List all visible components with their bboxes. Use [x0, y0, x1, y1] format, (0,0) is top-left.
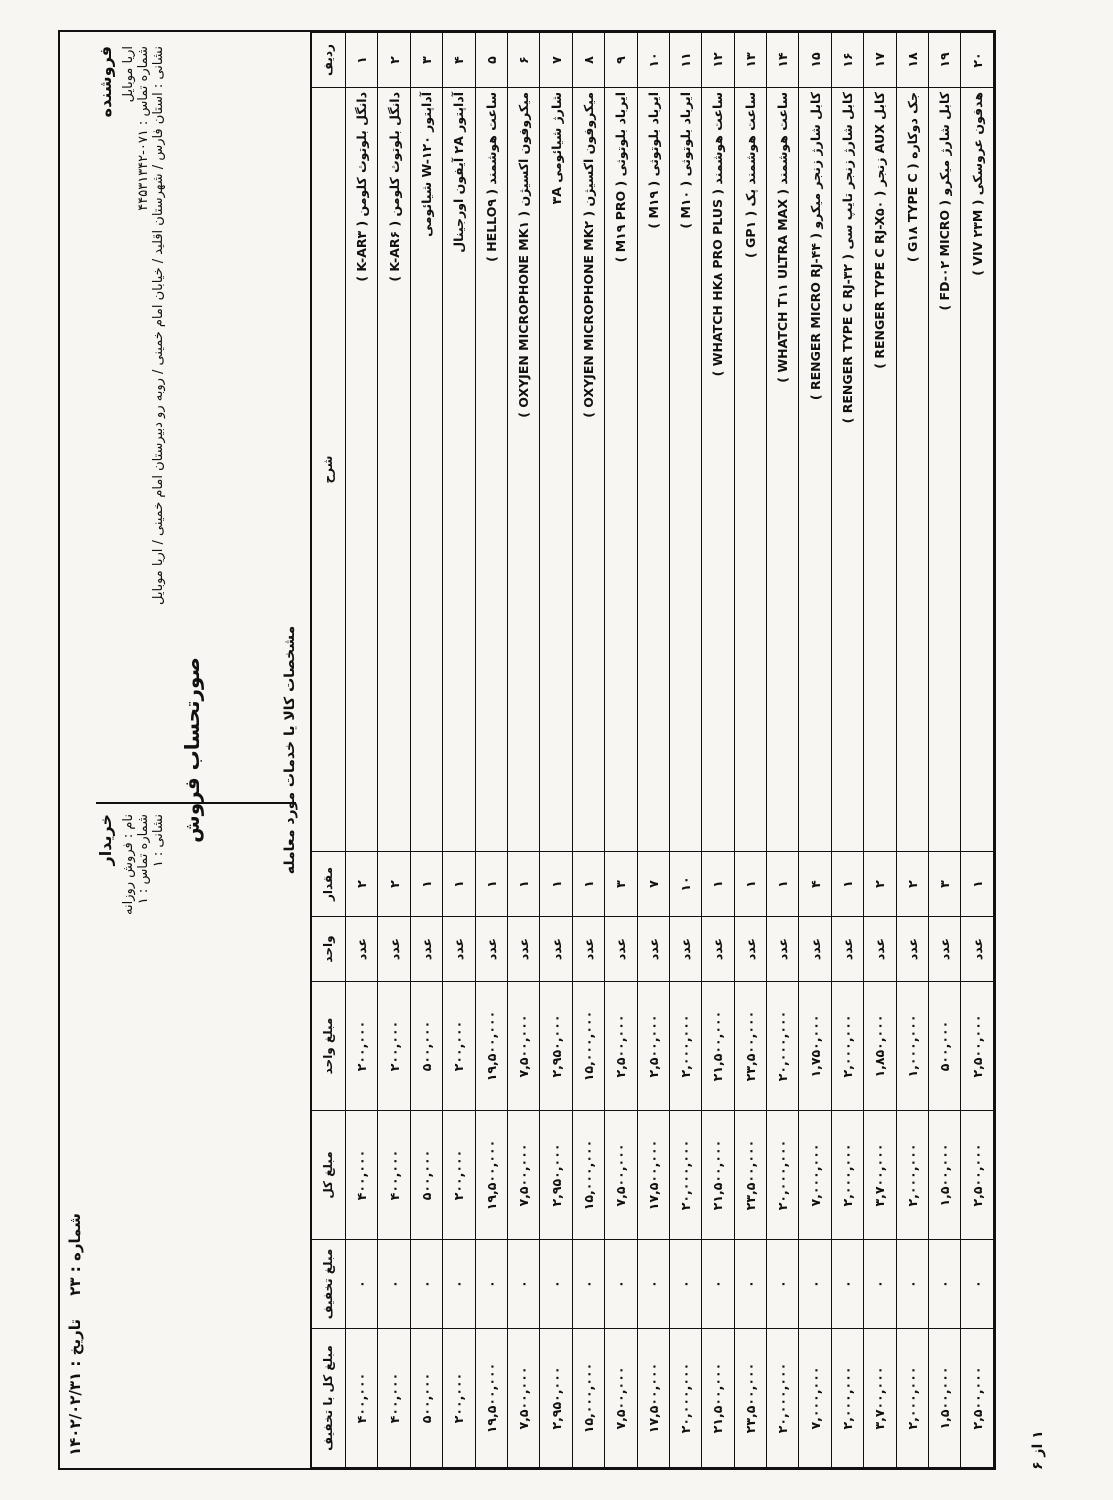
cell-unit-price: ۲۰۰,۰۰۰ — [346, 982, 378, 1111]
cell-unit: عدد — [896, 917, 928, 982]
cell-quantity: ۱ — [507, 852, 539, 917]
cell-discount: ۰ — [831, 1240, 863, 1329]
cell-description: دانگل بلوتوث کلومن ( K-AR۳ ) — [346, 88, 378, 852]
cell-total: ۲,۹۵۰,۰۰۰ — [540, 1111, 572, 1240]
cell-net-total: ۲,۵۰۰,۰۰۰ — [961, 1329, 994, 1468]
col-header-description: شرح — [311, 88, 346, 852]
cell-row-number: ۵ — [475, 33, 507, 88]
cell-description: هدفون عروسکی ( VIV ۲۳M ) — [961, 88, 994, 852]
cell-unit: عدد — [443, 917, 475, 982]
items-table — [310, 32, 994, 1468]
cell-net-total: ۱۹,۵۰۰,۰۰۰ — [475, 1329, 507, 1468]
cell-discount: ۰ — [669, 1240, 701, 1329]
cell-discount: ۰ — [475, 1240, 507, 1329]
cell-row-number: ۱۸ — [896, 33, 928, 88]
cell-total: ۲۰۰,۰۰۰ — [443, 1111, 475, 1240]
cell-unit-price: ۲,۵۰۰,۰۰۰ — [605, 982, 637, 1111]
cell-unit-price: ۱۹,۵۰۰,۰۰۰ — [475, 982, 507, 1111]
cell-unit: عدد — [929, 917, 961, 982]
cell-net-total: ۵۰۰,۰۰۰ — [410, 1329, 442, 1468]
cell-description: دانگل بلوتوث کلومن ( K-AR۶ ) — [378, 88, 410, 852]
seller-box — [96, 46, 166, 706]
table-row — [572, 33, 604, 1468]
invoice-date: تاریخ : ۱۴۰۲/۰۲/۳۱ — [66, 1319, 84, 1456]
cell-quantity: ۲ — [864, 852, 896, 917]
cell-discount: ۰ — [346, 1240, 378, 1329]
table-row — [831, 33, 863, 1468]
cell-total: ۱,۵۰۰,۰۰۰ — [929, 1111, 961, 1240]
cell-net-total: ۲۰,۰۰۰,۰۰۰ — [669, 1329, 701, 1468]
cell-unit: عدد — [637, 917, 669, 982]
table-row — [669, 33, 701, 1468]
seller-label: فروشنده — [96, 46, 115, 118]
cell-unit: عدد — [831, 917, 863, 982]
cell-quantity: ۱ — [831, 852, 863, 917]
items-table-wrap — [310, 32, 994, 1468]
cell-unit-price: ۱,۰۰۰,۰۰۰ — [896, 982, 928, 1111]
cell-unit-price: ۲,۹۵۰,۰۰۰ — [540, 982, 572, 1111]
spec-title: مشخصات کالا یا خدمات مورد معامله — [282, 625, 298, 875]
cell-row-number: ۱۹ — [929, 33, 961, 88]
cell-total: ۳,۷۰۰,۰۰۰ — [864, 1111, 896, 1240]
cell-net-total: ۲,۰۰۰,۰۰۰ — [896, 1329, 928, 1468]
cell-net-total: ۳,۷۰۰,۰۰۰ — [864, 1329, 896, 1468]
cell-unit-price: ۲,۰۰۰,۰۰۰ — [669, 982, 701, 1111]
cell-net-total: ۲۱,۵۰۰,۰۰۰ — [702, 1329, 734, 1468]
cell-discount: ۰ — [961, 1240, 994, 1329]
cell-total: ۴۰۰,۰۰۰ — [378, 1111, 410, 1240]
cell-unit-price: ۲۰,۰۰۰,۰۰۰ — [767, 982, 799, 1111]
cell-description: ساعت هوشمند ( HELLO۹ ) — [475, 88, 507, 852]
cell-description: آداپتور W-۱۲۰ شیائومی — [410, 88, 442, 852]
table-row — [929, 33, 961, 1468]
cell-unit-price: ۲۱,۵۰۰,۰۰۰ — [702, 982, 734, 1111]
cell-unit: عدد — [767, 917, 799, 982]
cell-quantity: ۱ — [443, 852, 475, 917]
cell-net-total: ۷,۰۰۰,۰۰۰ — [799, 1329, 831, 1468]
cell-unit: عدد — [410, 917, 442, 982]
col-header-unit: واحد — [311, 917, 346, 982]
table-row — [540, 33, 572, 1468]
cell-total: ۲,۵۰۰,۰۰۰ — [961, 1111, 994, 1240]
cell-description: میکروفون اکسیژن ( OXYJEN MICROPHONE MK۲ ) — [572, 88, 604, 852]
cell-discount: ۰ — [702, 1240, 734, 1329]
cell-quantity: ۱ — [410, 852, 442, 917]
cell-total: ۱۹,۵۰۰,۰۰۰ — [475, 1111, 507, 1240]
cell-description: شارژ شیائومی ۳A — [540, 88, 572, 852]
cell-quantity: ۱ — [734, 852, 766, 917]
cell-quantity: ۳ — [605, 852, 637, 917]
cell-net-total: ۷,۵۰۰,۰۰۰ — [605, 1329, 637, 1468]
cell-row-number: ۷ — [540, 33, 572, 88]
cell-quantity: ۱ — [767, 852, 799, 917]
cell-unit: عدد — [961, 917, 994, 982]
cell-unit-price: ۲۰۰,۰۰۰ — [378, 982, 410, 1111]
table-row — [799, 33, 831, 1468]
cell-unit: عدد — [669, 917, 701, 982]
cell-net-total: ۲۰۰,۰۰۰ — [443, 1329, 475, 1468]
cell-net-total: ۷,۵۰۰,۰۰۰ — [507, 1329, 539, 1468]
table-row — [378, 33, 410, 1468]
buyer-phone: شماره تماس : ۱ — [136, 814, 151, 905]
col-header-row-number: ردیف — [311, 33, 346, 88]
cell-quantity: ۴ — [799, 852, 831, 917]
invoice-number: شماره : ۲۳ — [66, 1213, 84, 1296]
cell-description: آداپتور ۲A آیفون اورجینال — [443, 88, 475, 852]
cell-description: ساعت هوشمند پک ( GP۱ ) — [734, 88, 766, 852]
cell-row-number: ۲ — [378, 33, 410, 88]
cell-unit: عدد — [346, 917, 378, 982]
cell-total: ۷,۵۰۰,۰۰۰ — [507, 1111, 539, 1240]
cell-discount: ۰ — [378, 1240, 410, 1329]
table-row — [734, 33, 766, 1468]
cell-discount: ۰ — [767, 1240, 799, 1329]
cell-net-total: ۲,۰۰۰,۰۰۰ — [831, 1329, 863, 1468]
cell-description: میکروفون اکسیژن ( OXYJEN MICROPHONE MK۱ ) — [507, 88, 539, 852]
cell-unit: عدد — [799, 917, 831, 982]
cell-row-number: ۱۰ — [637, 33, 669, 88]
cell-quantity: ۱ — [572, 852, 604, 917]
page-mark: ۱ از ۶ — [1030, 1430, 1046, 1470]
cell-unit-price: ۵۰۰,۰۰۰ — [410, 982, 442, 1111]
cell-discount: ۰ — [734, 1240, 766, 1329]
cell-unit: عدد — [475, 917, 507, 982]
buyer-address: نشانی : ۱ — [151, 814, 166, 868]
cell-net-total: ۱,۵۰۰,۰۰۰ — [929, 1329, 961, 1468]
cell-total: ۵۰۰,۰۰۰ — [410, 1111, 442, 1240]
table-row — [702, 33, 734, 1468]
cell-unit-price: ۲۰۰,۰۰۰ — [443, 982, 475, 1111]
seller-name: اریا موبایل — [121, 46, 136, 103]
cell-quantity: ۱۰ — [669, 852, 701, 917]
cell-discount: ۰ — [507, 1240, 539, 1329]
col-header-total: مبلغ کل — [311, 1111, 346, 1240]
col-header-net-total: مبلغ کل با تخفیف — [311, 1329, 346, 1468]
cell-unit-price: ۱,۸۵۰,۰۰۰ — [864, 982, 896, 1111]
number-date — [66, 1195, 84, 1456]
buyer-label: خریدار — [96, 814, 115, 866]
table-row — [443, 33, 475, 1468]
cell-unit: عدد — [378, 917, 410, 982]
table-header-row — [311, 33, 346, 1468]
cell-quantity: ۲ — [378, 852, 410, 917]
table-row — [864, 33, 896, 1468]
cell-total: ۲,۰۰۰,۰۰۰ — [831, 1111, 863, 1240]
cell-row-number: ۱۵ — [799, 33, 831, 88]
table-row — [896, 33, 928, 1468]
cell-discount: ۰ — [799, 1240, 831, 1329]
cell-row-number: ۶ — [507, 33, 539, 88]
cell-quantity: ۱ — [540, 852, 572, 917]
invoice-frame — [58, 30, 996, 1470]
cell-row-number: ۱۱ — [669, 33, 701, 88]
cell-description: ساعت هوشمند ( WHATCH T۱۱ ULTRA MAX ) — [767, 88, 799, 852]
seller-phone: شماره تماس : ۰۷۱-۴۴۵۳۱۳۴۲ — [136, 46, 151, 211]
cell-net-total: ۲۰,۰۰۰,۰۰۰ — [767, 1329, 799, 1468]
cell-unit-price: ۷,۵۰۰,۰۰۰ — [507, 982, 539, 1111]
cell-total: ۲,۰۰۰,۰۰۰ — [896, 1111, 928, 1240]
cell-discount: ۰ — [605, 1240, 637, 1329]
cell-net-total: ۱۷,۵۰۰,۰۰۰ — [637, 1329, 669, 1468]
cell-unit-price: ۲,۵۰۰,۰۰۰ — [961, 982, 994, 1111]
cell-net-total: ۲۳,۵۰۰,۰۰۰ — [734, 1329, 766, 1468]
cell-description: کابل شارژ زنجر تایپ سی ( RENGER TYPE C RJ-۳۲ ) — [831, 88, 863, 852]
cell-total: ۱۷,۵۰۰,۰۰۰ — [637, 1111, 669, 1240]
cell-total: ۴۰۰,۰۰۰ — [346, 1111, 378, 1240]
buyer-name: نام : فروش روزانه — [121, 814, 136, 915]
cell-total: ۲۳,۵۰۰,۰۰۰ — [734, 1111, 766, 1240]
cell-discount: ۰ — [864, 1240, 896, 1329]
cell-description: جک دوکاره ( G۱۸ TYPE C ) — [896, 88, 928, 852]
cell-description: کابل شارژ زنجر میکرو ( RENGER MICRO RJ-۴۴ ) — [799, 88, 831, 852]
seller-address: نشانی : استان فارس / شهرستان اقلید / خیابان امام خمینی / روبه رو دبیرستان امام خمینی / اریا موبایل — [151, 46, 166, 605]
cell-row-number: ۸ — [572, 33, 604, 88]
table-row — [767, 33, 799, 1468]
cell-quantity: ۱ — [961, 852, 994, 917]
cell-discount: ۰ — [929, 1240, 961, 1329]
cell-row-number: ۱۷ — [864, 33, 896, 88]
cell-total: ۷,۵۰۰,۰۰۰ — [605, 1111, 637, 1240]
cell-unit: عدد — [507, 917, 539, 982]
cell-unit: عدد — [864, 917, 896, 982]
col-header-quantity: مقدار — [311, 852, 346, 917]
cell-net-total: ۱۵,۰۰۰,۰۰۰ — [572, 1329, 604, 1468]
cell-discount: ۰ — [540, 1240, 572, 1329]
cell-quantity: ۱ — [702, 852, 734, 917]
cell-total: ۲۰,۰۰۰,۰۰۰ — [767, 1111, 799, 1240]
cell-row-number: ۳ — [410, 33, 442, 88]
cell-quantity: ۳ — [929, 852, 961, 917]
cell-description: ایرباد بلوتوثی ( M۱۰ ) — [669, 88, 701, 852]
cell-quantity: ۷ — [637, 852, 669, 917]
cell-unit: عدد — [734, 917, 766, 982]
cell-unit-price: ۵۰۰,۰۰۰ — [929, 982, 961, 1111]
table-row — [961, 33, 994, 1468]
cell-net-total: ۲,۹۵۰,۰۰۰ — [540, 1329, 572, 1468]
table-row — [507, 33, 539, 1468]
cell-row-number: ۲۰ — [961, 33, 994, 88]
cell-discount: ۰ — [637, 1240, 669, 1329]
table-row — [475, 33, 507, 1468]
cell-description: کابل شارژ میکرو ( FD-۰۲ MICRO ) — [929, 88, 961, 852]
table-row — [410, 33, 442, 1468]
cell-discount: ۰ — [896, 1240, 928, 1329]
cell-unit-price: ۱,۷۵۰,۰۰۰ — [799, 982, 831, 1111]
cell-quantity: ۱ — [475, 852, 507, 917]
cell-discount: ۰ — [572, 1240, 604, 1329]
col-header-discount: مبلغ تخفیف — [311, 1240, 346, 1329]
cell-unit-price: ۱۵,۰۰۰,۰۰۰ — [572, 982, 604, 1111]
cell-discount: ۰ — [443, 1240, 475, 1329]
cell-row-number: ۱۶ — [831, 33, 863, 88]
invoice-header — [60, 32, 312, 1468]
cell-unit: عدد — [605, 917, 637, 982]
cell-total: ۲۱,۵۰۰,۰۰۰ — [702, 1111, 734, 1240]
buyer-box — [96, 802, 296, 1454]
cell-quantity: ۲ — [896, 852, 928, 917]
cell-row-number: ۱۳ — [734, 33, 766, 88]
cell-description: کابل AUX زنجر ( RENGER TYPE C RJ-X۵۰ ) — [864, 88, 896, 852]
cell-unit-price: ۲,۵۰۰,۰۰۰ — [637, 982, 669, 1111]
invoice-title: صورتحساب فروش — [180, 657, 204, 843]
cell-total: ۷,۰۰۰,۰۰۰ — [799, 1111, 831, 1240]
cell-row-number: ۹ — [605, 33, 637, 88]
cell-total: ۲۰,۰۰۰,۰۰۰ — [669, 1111, 701, 1240]
cell-unit-price: ۲۳,۵۰۰,۰۰۰ — [734, 982, 766, 1111]
cell-description: ایرباد بلوتوثی ( M۱۹ PRO ) — [605, 88, 637, 852]
cell-quantity: ۲ — [346, 852, 378, 917]
table-row — [605, 33, 637, 1468]
cell-unit: عدد — [702, 917, 734, 982]
cell-row-number: ۱۴ — [767, 33, 799, 88]
cell-unit: عدد — [540, 917, 572, 982]
cell-description: ساعت هوشمند ( WHATCH HK۸ PRO PLUS ) — [702, 88, 734, 852]
table-row — [637, 33, 669, 1468]
cell-row-number: ۱ — [346, 33, 378, 88]
cell-net-total: ۴۰۰,۰۰۰ — [346, 1329, 378, 1468]
cell-unit-price: ۲,۰۰۰,۰۰۰ — [831, 982, 863, 1111]
col-header-unit-price: مبلغ واحد — [311, 982, 346, 1111]
cell-discount: ۰ — [410, 1240, 442, 1329]
cell-total: ۱۵,۰۰۰,۰۰۰ — [572, 1111, 604, 1240]
cell-description: ایرباد بلوتوثی ( M۱۹ ) — [637, 88, 669, 852]
cell-net-total: ۴۰۰,۰۰۰ — [378, 1329, 410, 1468]
cell-row-number: ۱۲ — [702, 33, 734, 88]
cell-row-number: ۴ — [443, 33, 475, 88]
table-row — [346, 33, 378, 1468]
cell-unit: عدد — [572, 917, 604, 982]
